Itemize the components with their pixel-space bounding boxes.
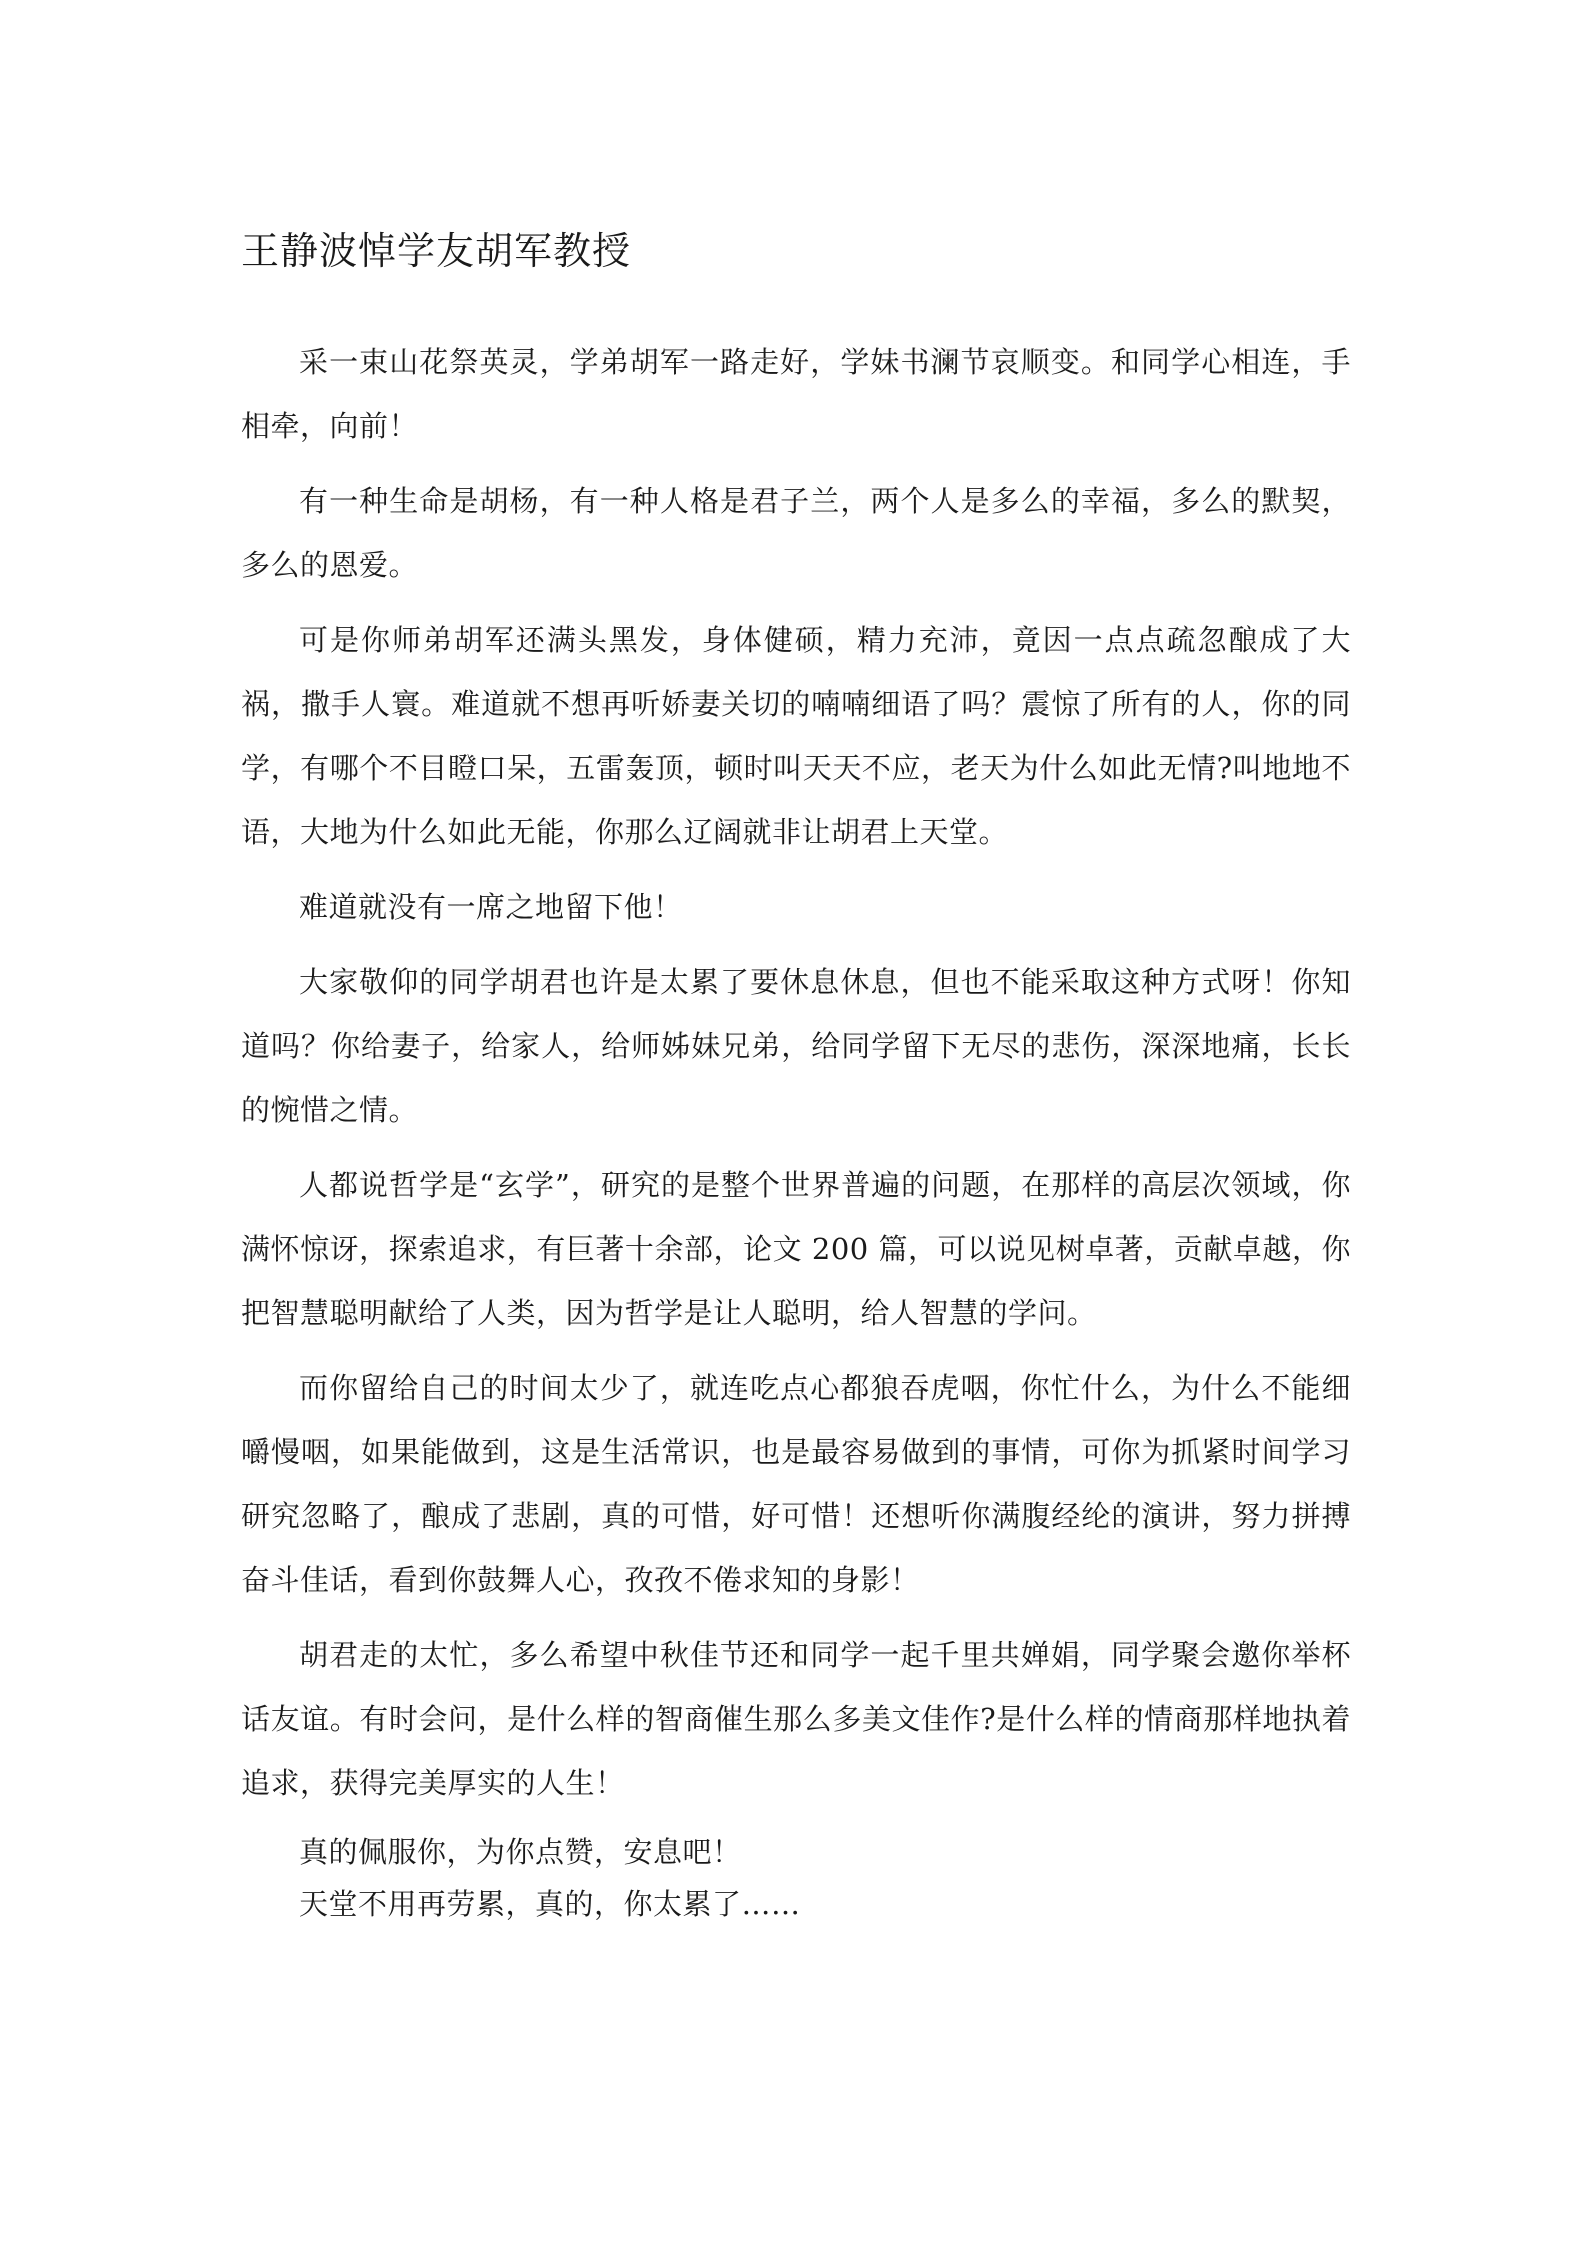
document-body [241,330,1351,1930]
paragraph: 人都说哲学是“玄学”，研究的是整个世界普遍的问题，在那样的高层次领域，你满怀惊讶，探索追求，有巨著十余部，论文 200 篇，可以说见树卓著，贡献卓越，你把智慧聪明献给了人类，因为哲学是让人聪明，给人智慧的学问。 [241,1168,1351,1330]
paragraph: 采一束山花祭英灵，学弟胡军一路走好，学妹书澜节哀顺变。和同学心相连，手相牵，向前！ [241,345,1351,443]
paragraph: 有一种生命是胡杨，有一种人格是君子兰，两个人是多么的幸福，多么的默契，多么的恩爱。 [241,484,1351,582]
document-title: 王静波悼学友胡军教授 [241,229,632,273]
paragraph: 天堂不用再劳累，真的，你太累了…… [299,1887,801,1921]
paragraph: 而你留给自己的时间太少了，就连吃点心都狼吞虎咽，你忙什么，为什么不能细嚼慢咽，如果能做到，这是生活常识，也是最容易做到的事情，可你为抓紧时间学习研究忽略了，酿成了悲剧，真的可惜，好可惜！还想听你满腹经纶的演讲，努力拼搏奋斗佳话，看到你鼓舞人心，孜孜不倦求知的身影！ [241,1371,1351,1597]
paragraph: 大家敬仰的同学胡君也许是太累了要休息休息，但也不能采取这种方式呀！你知道吗？你给妻子，给家人，给师姊妹兄弟，给同学留下无尽的悲伤，深深地痛，长长的惋惜之情。 [241,965,1351,1127]
paragraph: 真的佩服你，为你点赞，安息吧！ [299,1835,742,1869]
paragraph: 胡君走的太忙，多么希望中秋佳节还和同学一起千里共婵娟，同学聚会邀你举杯话友谊。有时会问，是什么样的智商催生那么多美文佳作?是什么样的情商那样地执着追求，获得完美厚实的人生！ [241,1638,1351,1800]
paragraph: 可是你师弟胡军还满头黑发，身体健硕，精力充沛，竟因一点点疏忽酿成了大祸，撒手人寰。难道就不想再听娇妻关切的喃喃细语了吗？震惊了所有的人，你的同学，有哪个不目瞪口呆，五雷轰顶，顿时叫天天不应，老天为什么如此无情?叫地地不语，大地为什么如此无能，你那么辽阔就非让胡君上天堂。 [241,623,1351,849]
paragraph: 难道就没有一席之地留下他！ [299,890,683,924]
